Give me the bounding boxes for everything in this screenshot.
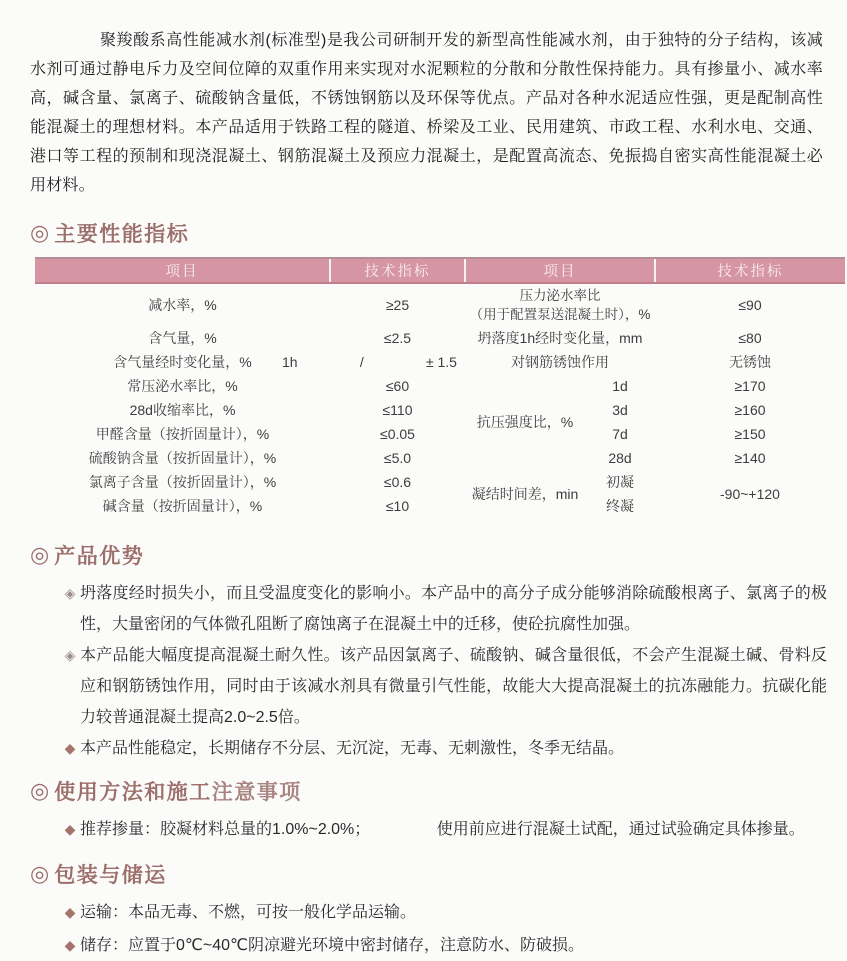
double-circle-bullet-icon: ◎ xyxy=(30,220,50,245)
item-cell: 含气量经时变化量，% xyxy=(113,354,252,370)
list-item-text: 坍落度经时损失小，而且受温度变化的影响小。本产品中的高分子成分能够消除硫酸根离子、氯离子的极性，大量密闭的气体微孔阻断了腐蚀离子在混凝土中的迁移，使砼抗腐性加强。 xyxy=(80,585,827,633)
section-title-suffix: 注意事项 xyxy=(211,781,302,804)
item-line: （用于配置泵送混凝土时），% xyxy=(469,307,651,322)
table-row xyxy=(35,283,845,326)
col-header-item-left: 项目 xyxy=(35,258,330,283)
value-part: / xyxy=(359,354,364,370)
sub-item-cell: 1d xyxy=(612,378,628,394)
value-cell xyxy=(282,350,465,374)
list-item-text: 储存：应置于0℃~40℃阴凉避光环境中密封储存，注意防水、防破损。 xyxy=(80,937,584,954)
sub-item-cell: 3d xyxy=(612,402,628,418)
item-line: 压力泌水率比 xyxy=(519,288,601,303)
sub-item-cell: 终凝 xyxy=(606,498,634,514)
list-item xyxy=(0,930,847,961)
item-cell: 甲醛含量（按折固量计），% xyxy=(95,426,270,442)
value-cell: ≤60 xyxy=(385,378,410,394)
advantages-list xyxy=(0,578,847,764)
diamond-bullet-icon: ◈ xyxy=(64,585,76,601)
section-header-performance xyxy=(30,218,847,248)
list-item xyxy=(0,733,847,764)
item-cell: 碱含量（按折固量计），% xyxy=(102,498,263,514)
value-cell: ≤10 xyxy=(385,498,410,514)
table-row xyxy=(35,374,845,398)
diamond-bullet-icon: ◆ xyxy=(64,904,76,920)
col-header-item-right: 项目 xyxy=(465,258,655,283)
item-cell: 坍落度1h经时变化量，mm xyxy=(477,330,643,346)
table-row xyxy=(35,398,845,422)
value-part: ± 1.5 xyxy=(425,354,457,370)
table-row xyxy=(35,446,845,470)
section-title: 产品优势 xyxy=(54,545,145,568)
value-cell: ≤80 xyxy=(738,330,762,346)
double-circle-bullet-icon: ◎ xyxy=(30,778,50,803)
double-circle-bullet-icon: ◎ xyxy=(30,861,50,886)
value-cell: ≥25 xyxy=(385,297,410,313)
group-label-cell: 凝结时间差，min xyxy=(471,486,579,502)
list-item xyxy=(0,897,847,928)
value-cell: ≥160 xyxy=(734,402,766,418)
list-item-text: 本产品性能稳定，长期储存不分层、无沉淀，无毒、无刺激性，冬季无结晶。 xyxy=(80,740,625,757)
item-cell: 常压泌水率比，% xyxy=(127,378,238,394)
list-item-text xyxy=(80,814,847,845)
diamond-bullet-icon: ◆ xyxy=(64,821,76,837)
list-item xyxy=(0,640,847,733)
double-circle-bullet-icon: ◎ xyxy=(30,542,50,567)
dosage-text: 推荐掺量：胶凝材料总量的1.0%~2.0%； xyxy=(80,821,371,838)
table-row xyxy=(35,470,845,494)
value-cell: ≤110 xyxy=(382,402,413,418)
table-row xyxy=(35,350,845,374)
sub-item-cell: 7d xyxy=(612,426,628,442)
table-row xyxy=(35,326,845,350)
value-cell: ≤2.5 xyxy=(383,330,412,346)
value-cell: ≥140 xyxy=(734,450,766,466)
value-cell: ≥150 xyxy=(734,426,766,442)
packaging-list xyxy=(0,897,847,961)
value-cell: 无锈蚀 xyxy=(729,354,771,370)
value-cell: ≤5.0 xyxy=(383,450,412,466)
value-cell: -90~+120 xyxy=(720,486,780,502)
sub-item-cell: 初凝 xyxy=(606,474,634,490)
section-title: 包装与储运 xyxy=(54,864,167,887)
section-header-packaging xyxy=(30,859,847,889)
item-cell xyxy=(465,283,655,326)
list-item xyxy=(0,814,847,845)
value-cell: ≥170 xyxy=(734,378,766,394)
item-cell: 硫酸钠含量（按折固量计），% xyxy=(88,450,277,466)
trial-mix-text: 使用前应进行混凝土试配，通过试验确定具体掺量。 xyxy=(436,821,805,838)
section-header-advantages xyxy=(30,540,847,570)
diamond-bullet-icon: ◈ xyxy=(64,647,76,663)
value-cell: ≤0.6 xyxy=(383,474,412,490)
list-item-text: 运输：本品无毒、不燃，可按一般化学品运输。 xyxy=(80,904,417,921)
value-cell: ≤90 xyxy=(738,297,762,313)
section-title: 使用方法和施工 xyxy=(54,781,212,804)
intro-paragraph: 聚羧酸系高性能减水剂(标准型)是我公司研制开发的新型高性能减水剂，由于独特的分子结构，该减水剂可通过静电斥力及空间位障的双重作用来实现对水泥颗粒的分散和分散性保持能力。具有掺量小、减水率高，碱含量、氯离子、硫酸钠含量低，不锈蚀钢筋以及环保等优点。产品对各种水泥适应性强，更是配制高性能混凝土的理想材料。本产品适用于铁路工程的隧道、桥梁及工业、民用建筑、市政工程、水利水电、交通、港口等工程的预制和现浇混凝土、钢筋混凝土及预应力混凝土，是配置高流态、免振捣自密实高性能混凝土必用材料。 xyxy=(30,32,823,194)
section-header-usage xyxy=(30,776,847,806)
item-cell: 28d收缩率比，% xyxy=(129,402,236,418)
section-title: 主要性能指标 xyxy=(54,223,190,246)
list-item-text: 本产品能大幅度提高混凝土耐久性。该产品因氯离子、硫酸钠、碱含量很低，不会产生混凝土碱、骨料反应和钢筋锈蚀作用，同时由于该减水剂具有微量引气性能，故能大大提高混凝土的抗冻融能力。抗碳化能力较普通混凝土提高2.0~2.5倍。 xyxy=(80,647,827,726)
performance-table xyxy=(35,257,845,518)
usage-list xyxy=(0,814,847,845)
table-row xyxy=(35,422,845,446)
sub-item-cell: 28d xyxy=(608,450,632,466)
diamond-bullet-icon: ◆ xyxy=(64,740,76,756)
col-header-spec-left: 技术指标 xyxy=(330,258,465,283)
diamond-bullet-icon: ◆ xyxy=(64,937,76,953)
group-label-cell: 抗压强度比，% xyxy=(476,414,574,430)
value-part: 1h xyxy=(282,354,298,370)
item-cell: 减水率，% xyxy=(148,297,217,313)
item-cell: 含气量，% xyxy=(148,330,217,346)
item-cell: 对钢筋锈蚀作用 xyxy=(511,354,609,370)
item-cell: 氯离子含量（按折固量计），% xyxy=(88,474,277,490)
value-cell: ≤0.05 xyxy=(380,426,415,442)
table-header-row xyxy=(35,258,845,283)
col-header-spec-right: 技术指标 xyxy=(655,258,845,283)
list-item xyxy=(0,578,847,640)
